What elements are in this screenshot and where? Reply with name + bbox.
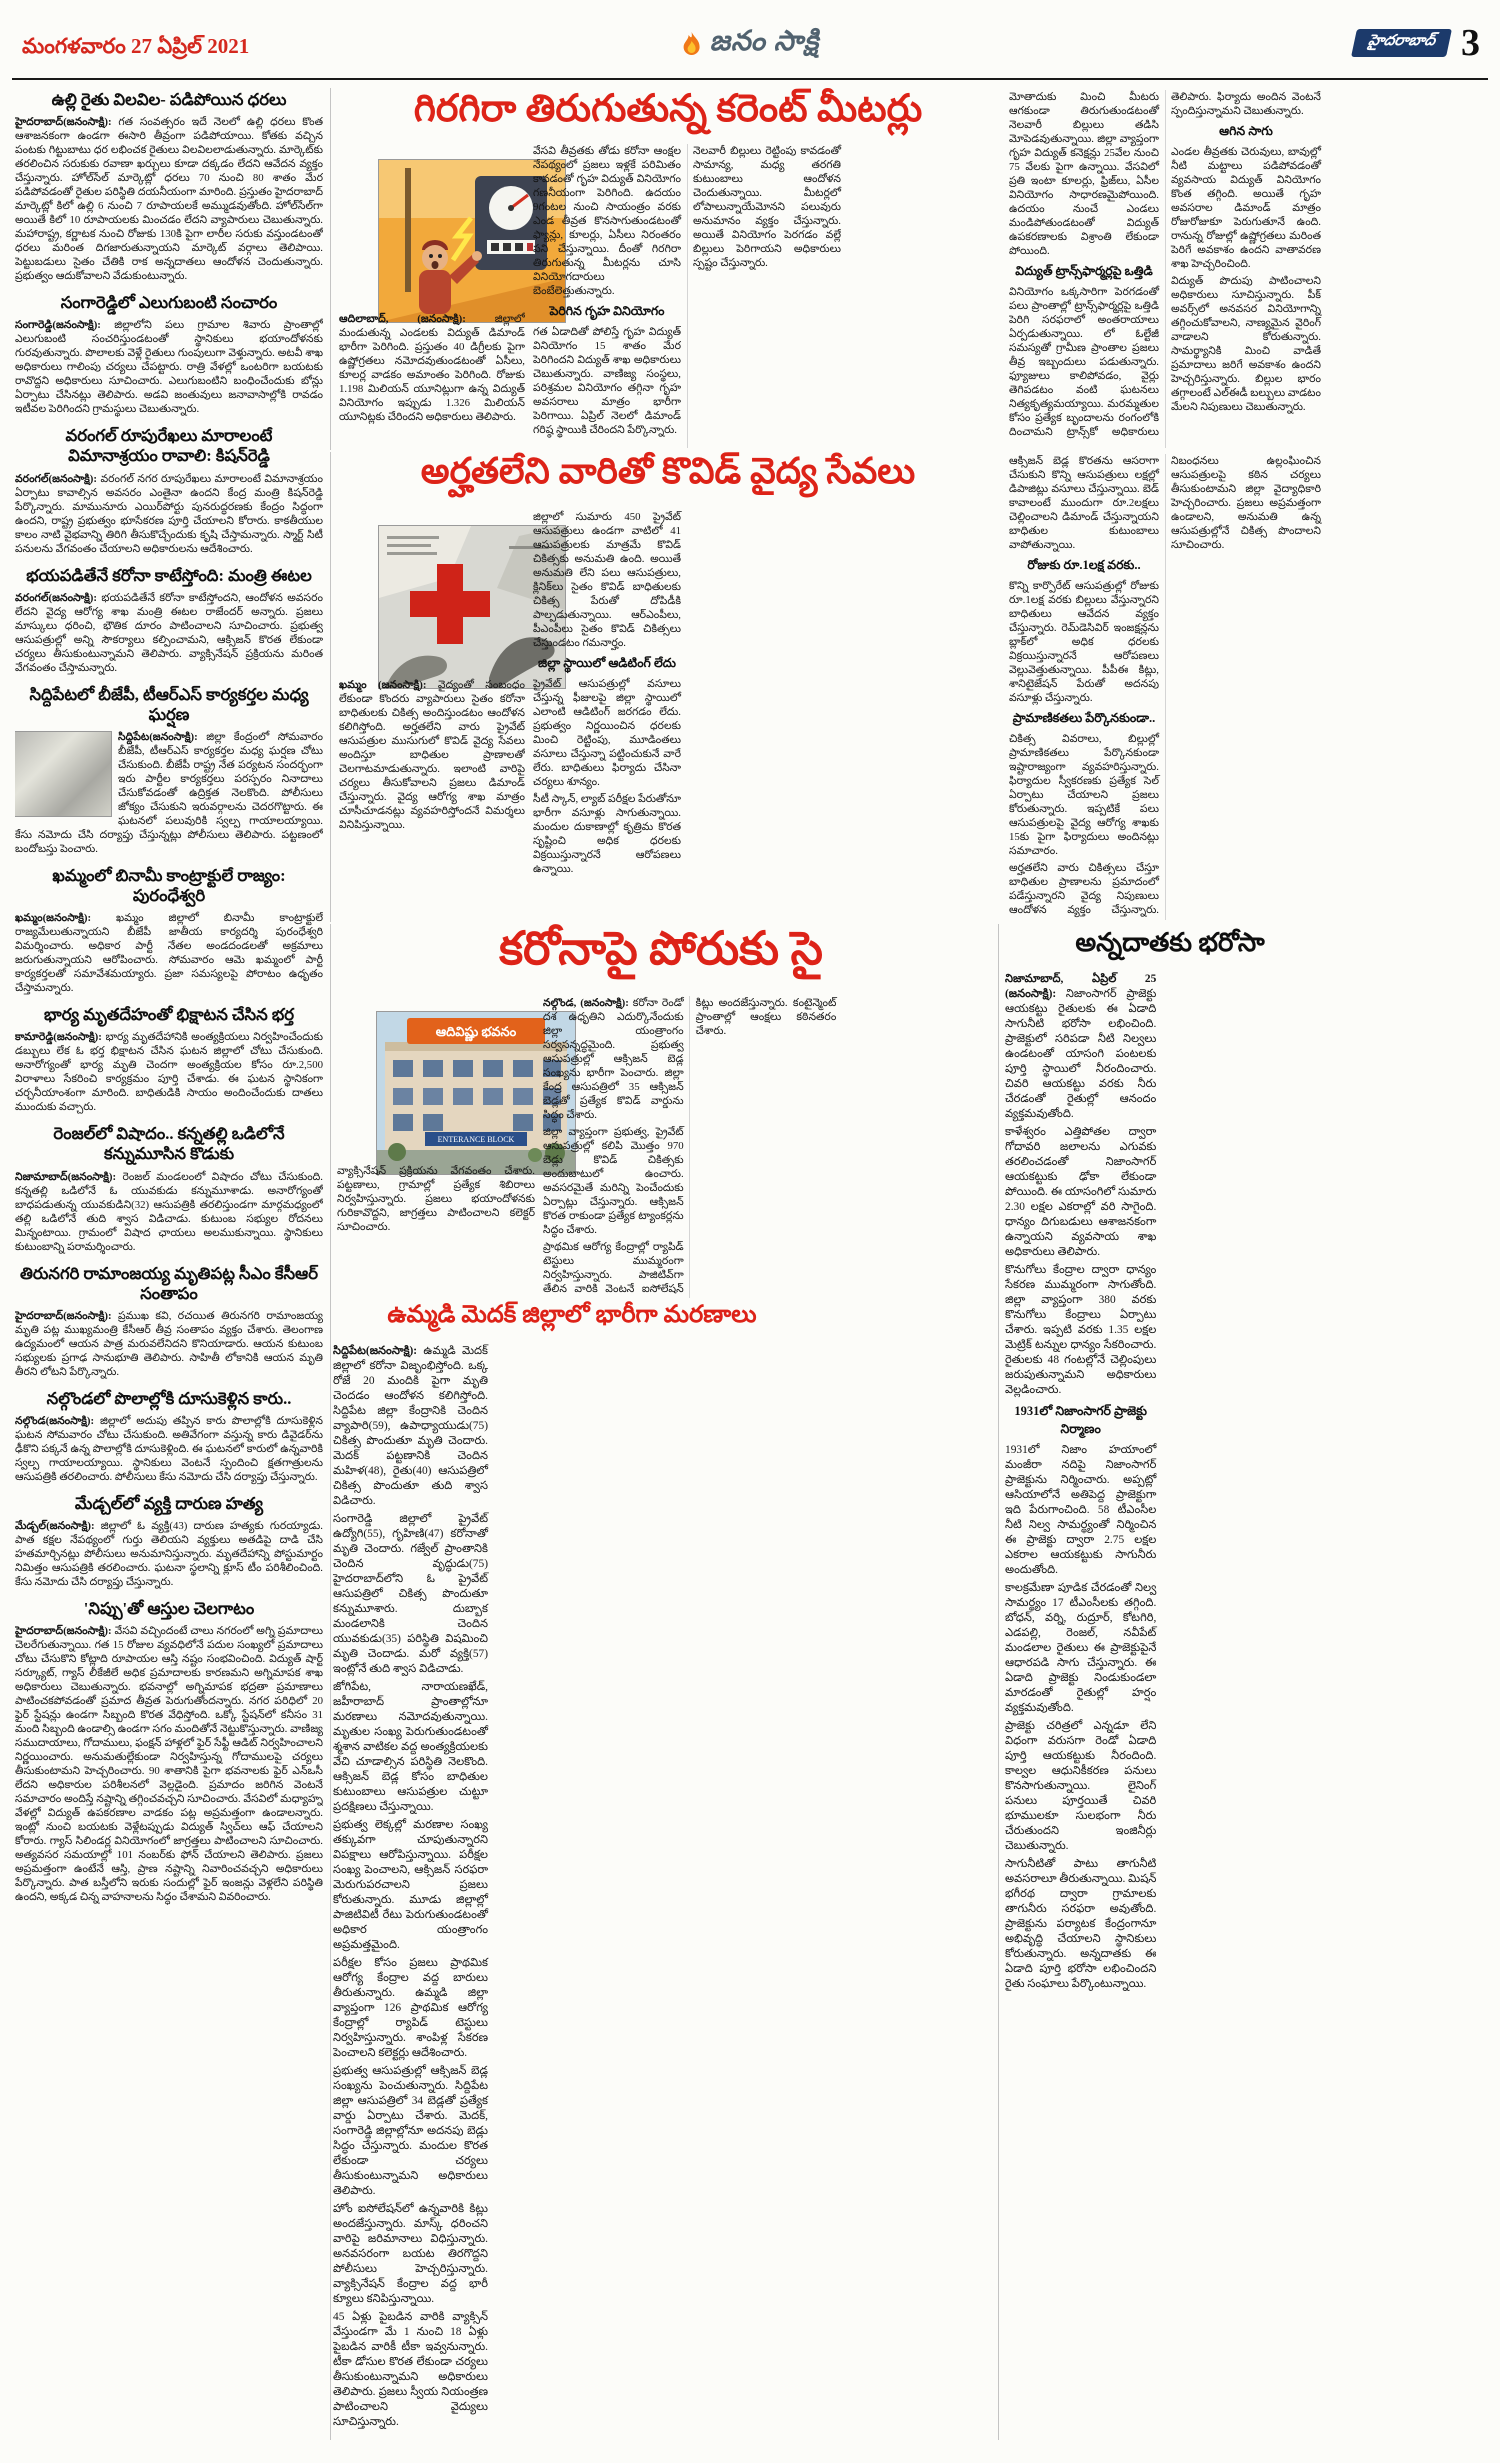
body-paragraph: సాగునీటితో పాటు తాగునీటి అవసరాలూ తీరుతున్నాయి. మిషన్ భగీరథ ద్వారా గ్రామాలకు తాగునీరు సరఫరా అవుతోంది. ప్రాజెక్టును పర్యాటక కేంద్రంగానూ అభివృద్ధి చేయాలని స్థానికులు కోరుతున్నారు. అన్నదాతకు ఈ ఏడాది పూర్తి భరోసా లభించిందని రైతు సంఘాలు పేర్కొంటున్నాయి. (1005, 1858, 1157, 1990)
body-paragraph: వినియోగం ఒక్కసారిగా పెరగడంతో పలు ప్రాంతాల్లో ట్రాన్స్‌ఫార్మర్లపై ఒత్తిడి పెరిగి సరఫరాలో అంతరాయాలు ఏర్పడుతున్నాయి. లో ఓల్టేజీ సమస్యతో గ్రామీణ ప్రాంతాల ప్రజలు తీవ్ర ఇబ్బందులు పడుతున్నారు. ఫ్యూజులు కాలిపోవడం, వైర్లు తెగిపడటం వంటి ఘటనలు నిత్యకృత్యమయ్యాయి. మరమ్మతుల కోసం ప్రత్యేక బృందాలను రంగంలోకి దించామని ట్రాన్స్‌కో అధికారులు తెలిపారు. ఫిర్యాదు అందిన వెంటనే స్పందిస్తున్నామని చెబుతున్నారు. (1009, 91, 1321, 438)
body-paragraph: వేసవి తీవ్రతకు తోడు కరోనా ఆంక్షల నేపథ్యంలో ప్రజలు ఇళ్లకే పరిమితం కావడంతో గృహ విద్యుత్ వినియోగం గణనీయంగా పెరిగింది. ఉదయం 9గంటల నుంచి సాయంత్రం వరకు ఎండ తీవ్రత కొనసాగుతుండటంతో ఫ్యాన్లు, కూలర్లు, ఏసీలు నిరంతరం పని చేస్తున్నాయి. దీంతో గిరగిరా తిరుగుతున్న మీటర్లను చూసి వినియోగదారులు బెంబేలెత్తుతున్నారు. (533, 145, 681, 297)
body-paragraph: ప్రాథమిక ఆరోగ్య కేంద్రాల్లో ర్యాపిడ్ టెస్టులు ముమ్మరంగా నిర్వహిస్తున్నారు. పాజిటివ్‌గా తేలిన వారికి వెంటనే ఐసోలేషన్ కిట్లు అందజేస్తున్నారు. కంటైన్మెంట్ ప్రాంతాల్లో ఆంక్షలు కఠినతరం చేశారు. (543, 997, 837, 1295)
dateline: సిద్దిపేట(జనంసాక్షి): (118, 730, 207, 743)
building-sign-text: ఆదివిష్ణు భవనం (435, 1024, 517, 1039)
article-headline: భయపడితేనే కరోనా కాటేస్తోంది: మంత్రి ఈటల (26, 565, 312, 585)
flame-icon (681, 31, 703, 59)
headline-covid-services: అర్హతలేని వారితో కొవిడ్ వైద్య సేవలు (420, 451, 916, 491)
body-paragraph: చికిత్స వివరాలు, బిల్లుల్లో ప్రామాణికతలు పేర్కొనకుండా ఇష్టారాజ్యంగా వ్యవహరిస్తున్నారు. ఫిర్యాదుల స్వీకరణకు ప్రత్యేక సెల్ ఏర్పాటు చేయాలని ప్రజలు కోరుతున్నారు. ఇప్పటికే పలు ఆసుపత్రులపై వైద్య ఆరోగ్య శాఖకు 15కు పైగా ఫిర్యాదులు అందినట్లు సమాచారం. (1009, 733, 1159, 857)
body-paragraph: జిల్లాలో సుమారు 450 ప్రైవేట్ ఆసుపత్రులు ఉండగా వాటిలో 41 ఆసుపత్రులకు మాత్రమే కొవిడ్ చికిత్సకు అనుమతి ఉంది. అయితే అనుమతి లేని పలు ఆసుపత్రులు, క్లినిక్‌లు సైతం కొవిడ్ బాధితులకు చికిత్స పేరుతో దోపిడీకి పాల్పడుతున్నాయి. ఆర్ఎంపీలు, పీఎంపీలు సైతం కొవిడ్ చికిత్సలు చేస్తుండటం గమనార్హం. (533, 511, 681, 649)
article-medchal-murder (15, 1494, 323, 1589)
dateline: నిజామాబాద్(జనంసాక్షి): (15, 1170, 123, 1183)
dateline: నల్గొండ(జనంసాక్షి): (15, 1414, 101, 1427)
article-annadata (998, 924, 1488, 2440)
dateline: వరంగల్(జనంసాక్షి): (15, 472, 101, 485)
dateline: హైదరాబాద్(జనంసాక్షి): (15, 1309, 118, 1322)
article-covid-services (330, 452, 1488, 922)
building-sign-subtext: ENTERANCE BLOCK (437, 1135, 515, 1144)
body-paragraph: మోతాదుకు మించి మీటరు ఆగకుండా తిరుగుతుండటంతో నెలవారీ బిల్లులు తడిసి మోపెడవుతున్నాయి. జిల్లా వ్యాప్తంగా గృహ విద్యుత్ కనెక్షన్లు 25వేల నుంచి 75 వేలకు పైగా ఉన్నాయి. వేసవిలో ప్రతి ఇంటా కూలర్లు, ఫ్రిజ్‌లు, ఏసీల వినియోగం సాధారణమైపోయింది. ఉదయం నుంచే ఎండలు మండిపోతుండటంతో విద్యుత్ ఉపకరణాలకు విశ్రాంతి లేకుండా పోయింది. (1009, 91, 1159, 257)
article-onion-prices (15, 90, 323, 283)
body-paragraph: సంగారెడ్డి(జనంసాక్షి): జిల్లాలోని పలు గ్రామాల శివారు ప్రాంతాల్లో ఎలుగుబంటి సంచరిస్తుండటంతో స్థానికులు భయాందోళనకు గురవుతున్నారు. పొలాలకు వెళ్లే రైతులు గుంపులుగా వెళ్తున్నారు. అటవీ శాఖ అధికారులు గాలింపు చర్యలు చేపట్టారు. రాత్రి వేళల్లో ఒంటరిగా బయటకు రావొద్దని అధికారులు సూచించారు. ఎలుగుబంటిని బంధించేందుకు బోన్లు ఏర్పాటు చేసినట్లు తెలిపారు. అడవి జంతువులు జనావాసాల్లోకి రావడం ఇటీవల పెరిగిందని గ్రామస్థులు చెబుతున్నారు. (15, 319, 323, 416)
body-paragraph: ప్రభుత్వ ఆసుపత్రుల్లో ఆక్సిజన్ బెడ్ల సంఖ్యను పెంచుతున్నారు. సిద్దిపేట జిల్లా ఆసుపత్రిలో 34 బెడ్లతో ప్రత్యేక వార్డు ఏర్పాటు చేశారు. మెదక్, సంగారెడ్డి జిల్లాల్లోనూ అదనపు బెడ్లు సిద్ధం చేస్తున్నారు. మందుల కొరత లేకుండా చర్యలు తీసుకుంటున్నామని అధికారులు తెలిపారు. (333, 2065, 488, 2197)
corona-fight-body (543, 996, 989, 1298)
dateline: వరంగల్(జనంసాక్షి): (15, 591, 102, 604)
dateline: ఖమ్మం (జనంసాక్షి): (339, 679, 438, 691)
clash-photo (15, 732, 111, 816)
body-paragraph: కొన్ని కార్పొరేట్ ఆసుపత్రుల్లో రోజుకు రూ.1లక్ష వరకు బిల్లులు వేస్తున్నారని బాధితులు ఆవేదన వ్యక్తం చేస్తున్నారు. రెమ్‌డెసివిర్ ఇంజక్షన్లను బ్లాక్‌లో అధిక ధరలకు విక్రయిస్తున్నారనే ఆరోపణలు వెల్లువెత్తుతున్నాయి. పీపీఈ కిట్లు, శానిటైజేషన్ పేరుతో అదనపు వసూళ్లు చేస్తున్నారు. (1009, 580, 1159, 704)
body-paragraph: నల్గొండ, (జనంసాక్షి): కరోనా రెండో దశ ఉధృతిని ఎదుర్కొనేందుకు జిల్లా యంత్రాంగం సర్వసన్నద్ధమైంది. ప్రభుత్వ ఆసుపత్రుల్లో ఆక్సిజన్ బెడ్ల సంఖ్యను భారీగా పెంచారు. జిల్లా కేంద్ర ఆసుపత్రిలో 35 ఆక్సిజన్ బెడ్లతో ప్రత్యేక కొవిడ్ వార్డును సిద్ధం చేశారు. (543, 997, 684, 1121)
body-paragraph: విద్యుత్ పొదుపు పాటించాలని అధికారులు సూచిస్తున్నారు. పీక్ అవర్స్‌లో అనవసర వినియోగాన్ని తగ్గించుకోవాలని, నాణ్యమైన వైరింగ్ వాడాలని కోరుతున్నారు. సామర్థ్యానికి మించి వాడితే ప్రమాదాలు జరిగే అవకాశం ఉందని హెచ్చరిస్తున్నారు. బిల్లుల భారం తగ్గాలంటే ఎల్ఈడీ బల్బులు వాడటం మేలని నిపుణులు చెబుతున్నారు. (1171, 275, 1321, 413)
body-paragraph: ఆదిలాబాద్, (జనంసాక్షి): జిల్లాలో మండుతున్న ఎండలకు విద్యుత్ డిమాండ్ భారీగా పెరిగింది. ప్రస్తుతం 40 డిగ్రీలకు పైగా ఉష్ణోగ్రతలు నమోదవుతుండటంతో ఏసీలు, కూలర్ల వాడకం అమాంతం పెరిగింది. రోజుకు 1.198 మిలియన్ యూనిట్లుగా ఉన్న విద్యుత్ వినియోగం ఇప్పుడు 1.326 మిలియన్ యూనిట్లకు చేరిందని అధికారులు తెలిపారు. (339, 313, 525, 423)
subheading: పెరిగిన గృహ వినియోగం (549, 304, 665, 318)
body-paragraph: మేడ్చల్(జనంసాక్షి): జిల్లాలో ఓ వ్యక్తి(43) దారుణ హత్యకు గురయ్యాడు. పాత కక్షల నేపథ్యంలో గుర్తు తెలియని వ్యక్తులు అతడిపై దాడి చేసి హతమార్చినట్లు పోలీసులు అనుమానిస్తున్నారు. మృతదేహాన్ని పోస్టుమార్టం నిమిత్తం ఆసుపత్రికి తరలించారు. ఘటనా స్థలాన్ని క్లూస్ టీం పరిశీలించింది. కేసు నమోదు చేసి దర్యాప్తు చేస్తున్నారు. (15, 1520, 323, 1588)
article-siddipet-clash (15, 685, 323, 856)
edition-date: మంగళవారం 27 ఏప్రిల్ 2021 (22, 34, 250, 58)
body-paragraph: పరీక్షల కోసం ప్రజలు ప్రాథమిక ఆరోగ్య కేంద్రాల వద్ద బారులు తీరుతున్నారు. ఉమ్మడి జిల్లా వ్యాప్తంగా 126 ప్రాథమిక ఆరోగ్య కేంద్రాల్లో ర్యాపిడ్ టెస్టులు నిర్వహిస్తున్నారు. శాంపిళ్ల సేకరణ పెంచాలని కలెక్టర్లు ఆదేశించారు. (333, 1957, 488, 2059)
headline-corona-fight: కరోనాపై పోరుకు సై (499, 923, 823, 974)
covid-services-body-right (1009, 454, 1483, 920)
body-paragraph: 45 ఏళ్లు పైబడిన వారికి వ్యాక్సిన్ వేస్తుండగా మే 1 నుంచి 18 ఏళ్లు పైబడిన వారికీ టీకా ఇవ్వనున్నారు. టీకా డోసుల కొరత లేకుండా చర్యలు తీసుకుంటున్నామని అధికారులు తెలిపారు. ప్రజలు స్వీయ నియంత్రణ పాటించాలని వైద్యులు సూచిస్తున్నారు. (333, 2311, 488, 2428)
body-paragraph: ప్రైవేట్ ఆసుపత్రుల్లో వసూలు చేస్తున్న ఫీజులపై జిల్లా స్థాయిలో ఎలాంటి ఆడిటింగ్ జరగడం లేదు. ప్రభుత్వం నిర్ణయించిన ధరలకు మించి రెట్టింపు, మూడింతలు వసూలు చేస్తున్నా పట్టించుకునే వారే లేరు. బాధితులు ఫిర్యాదు చేసినా చర్యలు శూన్యం. (533, 678, 681, 788)
subheading: ప్రామాణికతలు పేర్కొనకుండా.. (1012, 711, 1156, 725)
article-fire-accidents (15, 1599, 323, 1904)
article-husband-begging (15, 1005, 323, 1114)
article-headline: 'నిప్పు'తో ఆస్తుల చెలగాటం (83, 1599, 255, 1618)
body-paragraph: ఖమ్మం(జనంసాక్షి): ఖమ్మం జిల్లాలో బినామీ కాంట్రాక్టులే రాజ్యమేలుతున్నాయని బీజేపీ జాతీయ కార్యదర్శి పురంధేశ్వరి విమర్శించారు. అధికార పార్టీ నేతల అండదండలతో అక్రమాలు జరుగుతున్నాయని ఆరోపించారు. సోమవారం ఆమె ఖమ్మంలో పార్టీ కార్యకర్తలతో సమావేశమయ్యారు. ప్రజా సమస్యలపై పోరాటం ఉధృతం చేస్తామన్నారు. (15, 912, 323, 995)
article-current-meters (330, 88, 1488, 450)
body-paragraph: సిద్దిపేట(జనంసాక్షి): ఉమ్మడి మెదక్ జిల్లాలో కరోనా విజృంభిస్తోంది. ఒక్క రోజే 20 మందికి పైగా మృతి చెందడం ఆందోళన కలిగిస్తోంది. సిద్దిపేట జిల్లా కేంద్రానికి చెందిన వ్యాపారి(59), ఉపాధ్యాయుడు(75) చికిత్స పొందుతూ మృతి చెందారు. మెదక్ పట్టణానికి చెందిన మహిళ(48), రైతు(40) ఆసుపత్రిలో చికిత్స పొందుతూ తుది శ్వాస విడిచారు. (333, 1345, 488, 1507)
article-headline: వరంగల్ రూపురేఖలు మారాలంటే విమానాశ్రయం రావాలి: కిషన్‌రెడ్డి (65, 426, 273, 466)
body-paragraph: కామారెడ్డి(జనంసాక్షి): భార్య మృతదేహానికి అంత్యక్రియలు నిర్వహించేందుకు డబ్బులు లేక ఓ భర్త భిక్షాటన చేసిన ఘటన జిల్లాలో చోటు చేసుకుంది. అనారోగ్యంతో భార్య మృతి చెందగా అంత్యక్రియల కోసం రూ.2,500 విరాళాలు సేకరించి కార్యక్రమం పూర్తి చేశాడు. ఈ ఘటన స్థానికంగా చర్చనీయాంశంగా మారింది. బాధితుడికి సాయం అందించేందుకు దాతలు ముందుకు వచ్చారు. (15, 1031, 323, 1114)
article-warangal-airport (15, 426, 323, 555)
corona-fight-body-under-photo (337, 1164, 535, 1298)
subheading: జిల్లా స్థాయిలో ఆడిటింగ్ లేదు (538, 656, 676, 670)
body-paragraph: గత ఏడాదితో పోలిస్తే గృహ విద్యుత్ వినియోగం 15 శాతం మేర పెరిగిందని విద్యుత్ శాఖ అధికారులు చెబుతున్నారు. వాణిజ్య సంస్థలు, పరిశ్రమల వినియోగం తగ్గినా గృహ అవసరాలు మాత్రం భారీగా పెరిగాయి. ఏప్రిల్ నెలలో డిమాండ్ గరిష్ఠ స్థాయికి చేరిందని పేర్కొన్నారు. (533, 326, 681, 436)
body-paragraph: సంగారెడ్డి జిల్లాలో ప్రైవేట్ ఉద్యోగి(55), గృహిణి(47) కరోనాతో మృతి చెందారు. గజ్వేల్ ప్రాంతానికి చెందిన వృద్ధుడు(75) హైదరాబాద్‌లోని ఓ ప్రైవేట్ ఆసుపత్రిలో చికిత్స పొందుతూ కన్నుమూశారు. దుబ్బాక మండలానికి చెందిన యువకుడు(35) పరిస్థితి విషమించి మృతి చెందాడు. మరో వ్యక్తి(57) ఇంట్లోనే తుది శ్వాస విడిచాడు. (333, 1513, 488, 1675)
article-corona-fight (330, 924, 992, 2440)
body-paragraph: సిద్దిపేట(జనంసాక్షి): జిల్లా కేంద్రంలో సోమవారం బీజేపీ, టీఆర్‌ఎస్ కార్యకర్తల మధ్య ఘర్షణ చోటు చేసుకుంది. బీజేపీ రాష్ట్ర నేత పర్యటన సందర్భంగా ఇరు పార్టీల కార్యకర్తలు పరస్పరం నినాదాలు చేసుకోవడంతో ఉద్రిక్తత నెలకొంది. పోలీసులు జోక్యం చేసుకుని ఇరువర్గాలను చెదరగొట్టారు. ఈ ఘటనలో పలువురికి స్వల్ప గాయాలయ్యాయి. కేసు నమోదు చేసి దర్యాప్తు చేస్తున్నట్లు పోలీసులు తెలిపారు. పట్టణంలో బందోబస్తు పెంచారు. (15, 730, 323, 855)
dateline: నల్గొండ, (జనంసాక్షి): (543, 997, 633, 1009)
body-paragraph: ఖమ్మం (జనంసాక్షి): వైద్యంతో సంబంధం లేకుండా కొందరు వ్యాపారులు సైతం కరోనా బాధితులకు చికిత్స అందిస్తుండటం ఆందోళన కలిగిస్తోంది. అర్హతలేని వారు ప్రైవేట్ ఆసుపత్రుల ముసుగులో కొవిడ్ వైద్య సేవలు అందిస్తూ బాధితుల ప్రాణాలతో చెలగాటమాడుతున్నారు. ఇలాంటి వారిపై చర్యలు తీసుకోవాలని ప్రజలు డిమాండ్ చేస్తున్నారు. వైద్య ఆరోగ్య శాఖ మాత్రం చూసీచూడనట్లు వ్యవహరిస్తోందనే విమర్శలు వినిపిస్తున్నాయి. (339, 679, 525, 831)
body-paragraph: ప్రాజెక్టు చరిత్రలో ఎన్నడూ లేని విధంగా వరుసగా రెండో ఏడాది పూర్తి ఆయకట్టుకు నీరందింది. కాల్వల ఆధునికీకరణ పనులు కొనసాగుతున్నాయి. లైనింగ్ పనులు పూర్తయితే చివరి భూములకూ సులభంగా నీరు చేరుతుందని ఇంజినీర్లు చెబుతున్నారు. (1005, 1720, 1157, 1852)
dateline: మేడ్చల్(జనంసాక్షి): (15, 1520, 101, 1532)
body-paragraph: జిల్లా వ్యాప్తంగా ప్రభుత్వ, ప్రైవేట్ ఆసుపత్రుల్లో కలిపి మొత్తం 970 బెడ్లు కొవిడ్ చికిత్సకు అందుబాటులో ఉంచారు. అవసరమైతే మరిన్ని పెంచేందుకు ఏర్పాట్లు చేస్తున్నారు. ఆక్సిజన్ కొరత రాకుండా ప్రత్యేక ట్యాంకర్లను సిద్ధం చేశారు. (543, 1126, 684, 1236)
article-bear-sighting (15, 293, 323, 416)
body-paragraph: హైదరాబాద్(జనంసాక్షి): వేసవి వచ్చిందంటే చాలు నగరంలో అగ్ని ప్రమాదాలు చెలరేగుతున్నాయి. గత 15 రోజుల వ్యవధిలోనే పదుల సంఖ్యలో ప్రమాదాలు చోటు చేసుకొని కోట్లాది రూపాయల ఆస్తి నష్టం సంభవించింది. విద్యుత్ షార్ట్ సర్క్యూట్, గ్యాస్ లీకేజీలే అధిక ప్రమాదాలకు కారణమని అగ్నిమాపక శాఖ అధికారులు చెబుతున్నారు. భవనాల్లో అగ్నిమాపక భద్రతా ప్రమాణాలు పాటించకపోవడంతో ప్రమాద తీవ్రత పెరుగుతోందన్నారు. నగర పరిధిలో 20 ఫైర్ స్టేషన్లు ఉండగా సిబ్బంది కొరత వేధిస్తోంది. ఒక్కో స్టేషన్‌లో కనీసం 31 మంది సిబ్బంది ఉండాల్సి ఉండగా సగం మందితోనే నెట్టుకొస్తున్నారు. వాణిజ్య సముదాయాలు, గోదాములు, ఫంక్షన్ హాళ్లలో ఫైర్ సేఫ్టీ ఆడిట్ నిర్వహించాలని నిర్ణయించారు. అనుమతుల్లేకుండా నిర్వహిస్తున్న గోదాములపై చర్యలు తీసుకుంటామని హెచ్చరించారు. 90 శాతానికి పైగా భవనాలకు ఫైర్ ఎన్ఒసీ లేదని అధికారుల పరిశీలనలో వెల్లడైంది. ప్రమాదం జరిగిన వెంటనే సమాచారం అందిస్తే నష్టాన్ని తగ్గించవచ్చని సూచించారు. వేసవిలో మధ్యాహ్న వేళల్లో విద్యుత్ ఉపకరణాల వాడకం పట్ల అప్రమత్తంగా ఉండాలన్నారు. ఇంట్లో నుంచి బయటకు వెళ్లేటప్పుడు విద్యుత్ స్విచ్‌లు ఆఫ్ చేయాలని కోరారు. గ్యాస్ సిలిండర్ల వినియోగంలో జాగ్రత్తలు పాటించాలని సూచించారు. అత్యవసర సమయాల్లో 101 నంబర్‌కు ఫోన్ చేయాలని తెలిపారు. ప్రజలు అప్రమత్తంగా ఉంటేనే ఆస్తి, ప్రాణ నష్టాన్ని నివారించవచ్చని అధికారులు పేర్కొన్నారు. పాత బస్తీలోని ఇరుకు సందుల్లో ఫైర్ ఇంజన్లు వెళ్లలేని పరిస్థితి ఉందని, అక్కడ చిన్న వాహనాలను సిద్ధం చేశామని వివరించారు. (15, 1625, 323, 1904)
article-headline: నల్గొండలో పొలాల్లోకి దూసుకెళ్లిన కారు.. (46, 1388, 292, 1408)
masthead (681, 26, 820, 64)
body-paragraph: నెలవారీ బిల్లులు రెట్టింపు కావడంతో సామాన్య, మధ్య తరగతి కుటుంబాలు ఆందోళన చెందుతున్నాయి. మీటర్లలో లోపాలున్నాయేమోనని పలువురు అనుమానం వ్యక్తం చేస్తున్నారు. అయితే వినియోగం పెరగడం వల్లే బిల్లులు పెరిగాయని అధికారులు స్పష్టం చేస్తున్నారు. (693, 145, 841, 269)
article-headline: రెంజల్‌లో విషాదం.. కన్నతల్లి ఒడిలోనే కన్నుమూసిన కొడుకు (53, 1124, 285, 1164)
article-khammam-benami (15, 866, 323, 995)
annadata-body (1005, 972, 1483, 2434)
body-paragraph: హోం ఐసోలేషన్‌లో ఉన్నవారికి కిట్లు అందజేస్తున్నారు. మాస్క్ ధరించని వారిపై జరిమానాలు విధిస్తున్నారు. అనవసరంగా బయట తిరగొద్దని పోలీసులు హెచ్చరిస్తున్నారు. వ్యాక్సినేషన్ కేంద్రాల వద్ద భారీ క్యూలు కనిపిస్తున్నాయి. (333, 2203, 488, 2305)
dateline: కామారెడ్డి(జనంసాక్షి): (15, 1031, 106, 1044)
header-rule (12, 78, 1488, 80)
body-paragraph: నల్గొండ(జనంసాక్షి): జిల్లాలో అదుపు తప్పిన కారు పొలాల్లోకి దూసుకెళ్లిన ఘటన సోమవారం చోటు చేసుకుంది. అతివేగంగా వస్తున్న కారు డివైడర్‌ను ఢీకొని పక్కనే ఉన్న పొలాల్లోకి దూసుకెళ్లింది. ఈ ఘటనలో కారులో ఉన్నవారికి స్వల్ప గాయాలయ్యాయి. స్థానికులు వెంటనే స్పందించి క్షతగాత్రులను ఆసుపత్రికి తరలించారు. పోలీసులు కేసు నమోదు చేసి దర్యాప్తు చేస్తున్నారు. (15, 1414, 323, 1483)
dateline: సిద్దిపేట(జనంసాక్షి): (333, 1345, 424, 1357)
dateline: ఖమ్మం(జనంసాక్షి): (15, 912, 117, 925)
covid-services-caption (339, 678, 525, 920)
body-paragraph: ఎండల తీవ్రతకు చెరువులు, బావుల్లో నీటి మట్టాలు పడిపోవడంతో వ్యవసాయ విద్యుత్ వినియోగం కొంత తగ్గింది. అయితే గృహ అవసరాల డిమాండ్ మాత్రం రోజురోజుకూ పెరుగుతూనే ఉంది. రానున్న రోజుల్లో ఉష్ణోగ్రతలు మరింత పెరిగే అవకాశం ఉందని వాతావరణ శాఖ హెచ్చరించింది. (1171, 146, 1321, 270)
body-paragraph: 1931లో నిజాం హయాంలో మంజీరా నదిపై నిజాంసాగర్ ప్రాజెక్టును నిర్మించారు. అప్పట్లో ఆసియాలోనే అతిపెద్ద ప్రాజెక్టుగా ఇది పేరుగాంచింది. 58 టీఎంసీల నీటి నిల్వ సామర్థ్యంతో నిర్మించిన ఈ ప్రాజెక్టు ద్వారా 2.75 లక్షల ఎకరాల ఆయకట్టుకు సాగునీరు అందుతోంది. (1005, 1444, 1157, 1576)
article-headline: మేడ్చల్‌లో వ్యక్తి దారుణ హత్య (74, 1493, 264, 1513)
article-headline: తిరునగరి రామాంజయ్య మృతిపట్ల సీఎం కేసీఆర్ సంతాపం (19, 1263, 319, 1303)
body-paragraph: వ్యాక్సినేషన్ ప్రక్రియను వేగవంతం చేశారు. పట్టణాలు, గ్రామాల్లో ప్రత్యేక శిబిరాలు నిర్వహిస్తున్నారు. ప్రజలు భయాందోళనకు గురికావొద్దని, జాగ్రత్తలు పాటించాలని కలెక్టర్ సూచించారు. (337, 1165, 535, 1233)
subheading: 1931లో నిజాంసాగర్ ప్రాజెక్టు నిర్మాణం (1014, 1404, 1147, 1436)
medak-deaths-body (333, 1344, 989, 2436)
body-paragraph: వరంగల్(జనంసాక్షి): భయపడితేనే కరోనా కాటేస్తోందని, ఆందోళన అవసరం లేదని వైద్య ఆరోగ్య శాఖ మంత్రి ఈటల రాజేందర్ అన్నారు. ప్రజలు మాస్కులు ధరించి, భౌతిక దూరం పాటించాలని సూచించారు. ప్రభుత్వ ఆసుపత్రుల్లో అన్ని సౌకర్యాలు కల్పించామని, ఆక్సిజన్ కొరత లేకుండా చర్యలు తీసుకుంటున్నామని తెలిపారు. వ్యాక్సినేషన్ ప్రక్రియను మరింత వేగవంతం చేస్తామన్నారు. (15, 591, 323, 674)
article-headline: సిద్దిపేటలో బీజేపీ, టీఆర్‌ఎస్ కార్యకర్తల మధ్య ఘర్షణ (29, 684, 309, 724)
subheading: విద్యుత్ ట్రాన్స్‌ఫార్మర్లపై ఒత్తిడి (1015, 264, 1153, 278)
article-etela-corona (15, 566, 323, 675)
dateline: హైదరాబాద్(జనంసాక్షి): (15, 116, 119, 129)
body-paragraph: నిజామాబాద్(జనంసాక్షి): రెంజల్ మండలంలో విషాదం చోటు చేసుకుంది. కన్నతల్లి ఒడిలోనే ఓ యువకుడు కన్నుమూశాడు. అనారోగ్యంతో బాధపడుతున్న యువకుడిని(32) ఆసుపత్రికి తరలిస్తుండగా మార్గమధ్యంలో తల్లి ఒడిలోనే తుది శ్వాస విడిచాడు. కుటుంబ సభ్యుల రోదనలు మిన్నంటాయి. గ్రామంలో విషాద ఛాయలు అలముకున్నాయి. స్థానికులు కుటుంబాన్ని పరామర్శించారు. (15, 1170, 323, 1253)
masthead-title: జనం సాక్షి (709, 26, 820, 57)
current-meters-caption (339, 312, 525, 448)
body-paragraph: సీటీ స్కాన్, ల్యాబ్ పరీక్షల పేరుతోనూ భారీగా వసూళ్లు సాగుతున్నాయి. మందుల దుకాణాల్లో కృత్రిమ కొరత సృష్టించి అధిక ధరలకు విక్రయిస్తున్నారనే ఆరోపణలు ఉన్నాయి. (533, 793, 681, 875)
article-nalgonda-car (15, 1389, 323, 1484)
subheading: రోజుకు రూ.1లక్ష వరకు.. (1027, 558, 1141, 572)
dateline: ఆదిలాబాద్, (జనంసాక్షి): (339, 313, 495, 325)
left-column (15, 88, 323, 2450)
body-paragraph: అర్హతలేని వారు చికిత్సలు చేస్తూ బాధితుల ప్రాణాలను ప్రమాదంలో పడేస్తున్నారని వైద్య నిపుణులు ఆందోళన వ్యక్తం చేస్తున్నారు. నిబంధనలు ఉల్లంఘించిన ఆసుపత్రులపై కఠిన చర్యలు తీసుకుంటామని జిల్లా వైద్యాధికారి హెచ్చరించారు. ప్రజలు అప్రమత్తంగా ఉండాలని, అనుమతి ఉన్న ఆసుపత్రుల్లోనే చికిత్స పొందాలని సూచించారు. (1009, 455, 1321, 916)
body-paragraph: ఆక్సిజన్ బెడ్ల కొరతను ఆసరాగా చేసుకుని కొన్ని ఆసుపత్రులు లక్షల్లో డిపాజిట్లు వసూలు చేస్తున్నాయి. బెడ్ కావాలంటే ముందుగా రూ.2లక్షలు చెల్లించాలని డిమాండ్ చేస్తున్నాయని బాధితుల కుటుంబాలు వాపోతున్నాయి. (1009, 455, 1159, 551)
body-paragraph: కొనుగోలు కేంద్రాల ద్వారా ధాన్యం సేకరణ ముమ్మరంగా సాగుతోంది. జిల్లా వ్యాప్తంగా 380 వరకు కొనుగోలు కేంద్రాలు ఏర్పాటు చేశారు. ఇప్పటి వరకు 1.35 లక్షల మెట్రిక్ టన్నుల ధాన్యం సేకరించారు. రైతులకు 48 గంటల్లోనే చెల్లింపులు జరుపుతున్నామని అధికారులు వెల్లడించారు. (1005, 1264, 1157, 1396)
subheading: ఆగిన సాగు (1219, 124, 1273, 138)
edition-info (1354, 24, 1480, 62)
body-paragraph: ప్రభుత్వ లెక్కల్లో మరణాల సంఖ్య తక్కువగా చూపుతున్నారని విపక్షాలు ఆరోపిస్తున్నాయి. పరీక్షల సంఖ్య పెంచాలని, ఆక్సిజన్ సరఫరా మెరుగుపరచాలని ప్రజలు కోరుతున్నారు. మూడు జిల్లాల్లో పాజిటివిటీ రేటు పెరుగుతుండటంతో అధికార యంత్రాంగం అప్రమత్తమైంది. (333, 1819, 488, 1951)
dateline: సంగారెడ్డి(జనంసాక్షి): (15, 319, 115, 332)
body-paragraph: కాలక్రమేణా పూడిక చేరడంతో నిల్వ సామర్థ్యం 17 టీఎంసీలకు తగ్గింది. బోధన్, వర్ని, రుద్రూర్, కోటగిరి, ఎడపల్లి, రెంజల్, నవీపేట్ మండలాల రైతులు ఈ ప్రాజెక్టుపైనే ఆధారపడి సాగు చేస్తున్నారు. ఈ ఏడాది ప్రాజెక్టు నిండుకుండలా మారడంతో రైతుల్లో హర్షం వ్యక్తమవుతోంది. (1005, 1582, 1157, 1714)
dateline: నిజామాబాద్, ఏప్రిల్ 25 (జనంసాక్షి): (1005, 973, 1157, 1000)
current-meters-body-left (533, 144, 1001, 448)
article-headline: భార్య మృతదేహంతో భిక్షాటన చేసిన భర్త (44, 1005, 294, 1025)
headline-current-meters: గిరగిరా తిరుగుతున్న కరెంట్ మీటర్లు (413, 88, 923, 130)
current-meters-body-right (1009, 90, 1483, 448)
dateline: హైదరాబాద్(జనంసాక్షి): (15, 1625, 115, 1638)
page-number: 3 (1461, 22, 1480, 64)
edition-city: హైదరాబాద్ (1351, 29, 1452, 57)
article-headline: ఉల్లి రైతు విలవిల- పడిపోయిన ధరలు (51, 90, 287, 109)
body-paragraph: వరంగల్(జనంసాక్షి): వరంగల్ నగర రూపురేఖలు మారాలంటే విమానాశ్రయం ఏర్పాటు కావాల్సిన అవసరం ఎంతైనా ఉందని కేంద్ర మంత్రి కిషన్‌రెడ్డి పేర్కొన్నారు. మామునూరు ఎయిర్‌పోర్టు పునరుద్ధరణకు కేంద్రం సిద్ధంగా ఉందని, రాష్ట్ర ప్రభుత్వం భూసేకరణ పూర్తి చేయాలని కోరారు. కాకతీయుల కాలం నాటి వైభవాన్ని తిరిగి తీసుకొచ్చేందుకు కృషి చేస్తామన్నారు. స్మార్ట్ సిటీ పనులను వేగవంతం చేయాలని అధికారులను ఆదేశించారు. (15, 472, 323, 555)
covid-services-body-left (533, 510, 1001, 920)
body-paragraph: హైదరాబాద్(జనంసాక్షి): గత సంవత్సరం ఇదే నెలలో ఉల్లి ధరలు కొంత ఆశాజనకంగా ఉండగా ఈసారి తీవ్రంగా పడిపోయాయి. కోతకు వచ్చిన పంటకు గిట్టుబాటు ధర లభించక రైతులు విలవిలలాడుతున్నారు. మార్కెట్‌కు తరలించిన సరుకుకు రవాణా ఖర్చులు కూడా దక్కడం లేదని ఆవేదన వ్యక్తం చేస్తున్నారు. హోల్‌సేల్ మార్కెట్లో ధరలు 70 నుంచి 80 శాతం మేర పడిపోవడంతో రైతుల పరిస్థితి దయనీయంగా మారింది. ప్రస్తుతం హైదరాబాద్ మార్కెట్లో కిలో ఉల్లి 6 నుంచి 7 రూపాయలకే అమ్ముడవుతోంది. హోల్‌సేల్‌గా అయితే కిలో 10 రూపాయలకు మించడం లేదని వ్యాపారులు చెబుతున్నారు. మహారాష్ట్ర, కర్ణాటక నుంచి రోజుకు 130కి పైగా లారీల సరుకు వస్తుండటంతో ధరలు మరింత దిగజారుతున్నాయని మార్కెట్ వర్గాలు తెలిపాయి. పెట్టుబడులు సైతం చేతికి రాక అన్నదాతలు ఆందోళన చెందుతున్నారు. ప్రభుత్వం ఆదుకోవాలని వేడుకుంటున్నారు. (15, 116, 323, 283)
article-renjal-tragedy (15, 1124, 323, 1253)
body-paragraph: కాళేశ్వరం ఎత్తిపోతల ద్వారా గోదావరి జలాలను ఎగువకు తరలించడంతో నిజాంసాగర్ ఆయకట్టుకు ఢోకా లేకుండా పోయింది. ఈ యాసంగిలో సుమారు 2.30 లక్షల ఎకరాల్లో వరి సాగైంది. ధాన్యం దిగుబడులు ఆశాజనకంగా ఉన్నాయని వ్యవసాయ శాఖ అధికారులు తెలిపారు. (1005, 1126, 1157, 1258)
body-paragraph: జోగిపేట, నారాయణఖేడ్, జహీరాబాద్ ప్రాంతాల్లోనూ మరణాలు నమోదవుతున్నాయి. మృతుల సంఖ్య పెరుగుతుండటంతో శ్మశాన వాటికల వద్ద అంత్యక్రియలకు వేచి చూడాల్సిన పరిస్థితి నెలకొంది. ఆక్సిజన్ బెడ్ల కోసం బాధితుల కుటుంబాలు ఆసుపత్రుల చుట్టూ ప్రదక్షిణలు చేస్తున్నాయి. (333, 1681, 488, 1813)
headline-annadata: అన్నదాతకు భరోసా (1075, 928, 1265, 957)
article-headline: ఖమ్మంలో బినామీ కాంట్రాక్టులే రాజ్యం: పురంధేశ్వరి (52, 865, 286, 905)
headline-medak-deaths: ఉమ్మడి మెదక్ జిల్లాలో భారీగా మరణాలు (387, 1302, 757, 1328)
body-paragraph: నిజామాబాద్, ఏప్రిల్ 25 (జనంసాక్షి): నిజాంసాగర్ ప్రాజెక్టు ఆయకట్టు రైతులకు ఈ ఏడాది సాగునీటి భరోసా లభించింది. ప్రాజెక్టులో సరిపడా నీటి నిల్వలు ఉండటంతో యాసంగి పంటలకు పూర్తి స్థాయిలో నీరందించారు. చివరి ఆయకట్టు వరకు నీరు చేరడంతో రైతుల్లో ఆనందం వ్యక్తమవుతోంది. (1005, 973, 1157, 1120)
article-cm-condolence (15, 1264, 323, 1379)
body-paragraph: హైదరాబాద్(జనంసాక్షి): ప్రముఖ కవి, రచయిత తిరునగరి రామాంజయ్య మృతి పట్ల ముఖ్యమంత్రి కేసీఆర్ తీవ్ర సంతాపం వ్యక్తం చేశారు. తెలంగాణ ఉద్యమంలో ఆయన పాత్ర మరువలేనిదని కొనియాడారు. ఆయన కుటుంబ సభ్యులకు ప్రగాఢ సానుభూతి తెలిపారు. సాహితీ లోకానికి ఆయన మృతి తీరని లోటని పేర్కొన్నారు. (15, 1309, 323, 1378)
article-headline: సంగారెడ్డిలో ఎలుగుబంటి సంచారం (60, 293, 278, 313)
